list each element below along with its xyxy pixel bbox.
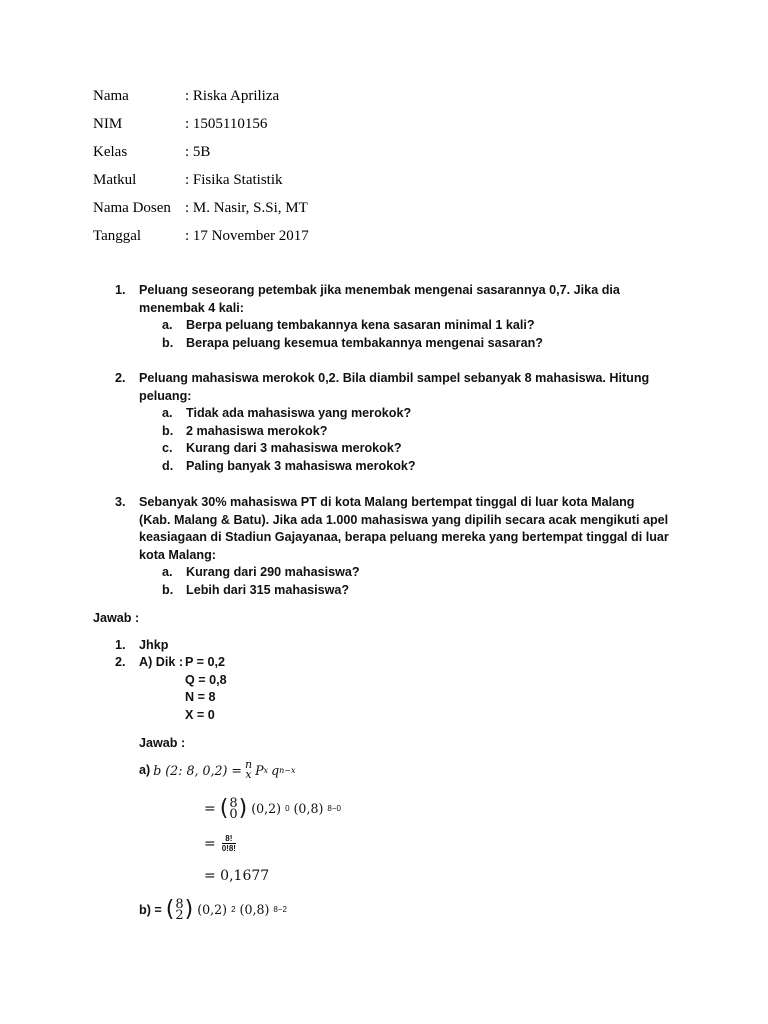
formula-a-q-exp: n−x bbox=[279, 765, 296, 775]
info-value: : M. Nasir, S.Si, MT bbox=[185, 200, 308, 216]
info-value: : Riska Apriliza bbox=[185, 88, 280, 104]
item-letter: c. bbox=[162, 441, 173, 455]
info-row-nama bbox=[93, 86, 309, 114]
formula-a-prefix: a) bbox=[139, 763, 151, 777]
info-value: : Fisika Statistik bbox=[185, 172, 283, 188]
formula-a-q: q bbox=[271, 762, 280, 778]
info-row-kelas bbox=[93, 142, 309, 170]
step-1-p: (0,2) bbox=[251, 801, 282, 816]
answer-2-number: 2. bbox=[115, 655, 126, 669]
question-number: 3. bbox=[115, 495, 126, 509]
formula-b-prefix: b) = bbox=[139, 902, 162, 917]
item-letter: b. bbox=[162, 424, 174, 438]
jawab-label: Jawab : bbox=[139, 736, 186, 750]
item-text: Berpa peluang tembakannya kena sasaran minimal 1 kali? bbox=[186, 318, 535, 332]
step-2-eq: = bbox=[204, 835, 216, 852]
step-2-fraction bbox=[222, 834, 236, 853]
info-row-nim bbox=[93, 114, 309, 142]
left-paren: ( bbox=[219, 796, 229, 821]
student-info bbox=[93, 86, 309, 254]
info-value: : 17 November 2017 bbox=[185, 228, 309, 244]
formula-a-binomial bbox=[245, 760, 252, 780]
question-text: Peluang mahasiswa merokok 0,2. Bila diambil sampel sebanyak 8 mahasiswa. Hitung peluang: bbox=[139, 371, 650, 403]
item-letter: a. bbox=[162, 406, 173, 420]
answer-1-text: Jhkp bbox=[139, 638, 169, 652]
answer-1-number: 1. bbox=[115, 638, 126, 652]
binom-x: x bbox=[245, 768, 252, 781]
item-letter: a. bbox=[162, 318, 173, 332]
b-top: 8 bbox=[175, 896, 184, 912]
formula-a-p-exp: x bbox=[263, 765, 269, 775]
item-text: Lebih dari 315 mahasiswa? bbox=[186, 583, 350, 597]
item-text: Tidak ada mahasiswa yang merokok? bbox=[186, 406, 412, 420]
item-text: Kurang dari 290 mahasiswa? bbox=[186, 565, 360, 579]
b-p-exp: 2 bbox=[231, 905, 236, 914]
formula-step-3: = 0,1677 bbox=[204, 868, 270, 884]
info-value: : 1505110156 bbox=[185, 116, 268, 132]
item-text: Berapa peluang kesemua tembakannya mengenai sasaran? bbox=[186, 336, 543, 350]
info-value: : 5B bbox=[185, 144, 211, 160]
step-1-q: (0,8) bbox=[293, 801, 324, 816]
item-letter: d. bbox=[162, 459, 174, 473]
info-label: Matkul bbox=[93, 172, 137, 188]
given-x: X = 0 bbox=[185, 708, 215, 722]
answer-2-label: A) Dik : bbox=[139, 655, 184, 669]
formula-a bbox=[139, 760, 296, 780]
b-q: (0,8) bbox=[239, 902, 270, 917]
info-label: Kelas bbox=[93, 144, 128, 160]
item-text: Paling banyak 3 mahasiswa merokok? bbox=[186, 459, 416, 473]
given-p: P = 0,2 bbox=[185, 655, 226, 669]
formula-a-p: P bbox=[255, 762, 264, 778]
left-paren: ( bbox=[165, 897, 175, 922]
step-1-eq: = bbox=[204, 800, 216, 817]
b-bot: 2 bbox=[175, 907, 184, 923]
right-paren: ) bbox=[184, 897, 194, 922]
info-label: NIM bbox=[93, 116, 123, 132]
info-row-matkul bbox=[93, 170, 309, 198]
question-text: Peluang seseorang petembak jika menembak mengenai sasarannya 0,7. Jika dia menembak 4 kali: bbox=[139, 283, 620, 315]
item-letter: b. bbox=[162, 583, 174, 597]
binom-n: n bbox=[244, 758, 253, 771]
step-1-p-exp: 0 bbox=[285, 804, 290, 813]
item-text: 2 mahasiswa merokok? bbox=[186, 424, 328, 438]
question-number: 2. bbox=[115, 371, 126, 385]
question-text: Sebanyak 30% mahasiswa PT di kota Malang bertempat tinggal di luar kota Malang (Kab. Malang & Batu). Jika ada 1.000 mahasiswa yang dipilih secara acak mengikuti apel keasiagaan di Stadiun Gajayanaa, berapa peluang mereka yang bertempat tinggal di luar kota Malang: bbox=[139, 495, 669, 562]
given-q: Q = 0,8 bbox=[185, 673, 227, 687]
question-number: 1. bbox=[115, 283, 126, 297]
b-p: (0,2) bbox=[197, 902, 228, 917]
step-1-binomial bbox=[229, 795, 238, 822]
answer-heading: Jawab : bbox=[93, 611, 140, 625]
step-1-q-exp: 8−0 bbox=[327, 804, 341, 813]
given-n: N = 8 bbox=[185, 690, 216, 704]
item-letter: a. bbox=[162, 565, 173, 579]
fraction-denominator: 0!8! bbox=[221, 844, 236, 853]
step-1-top: 8 bbox=[229, 795, 238, 811]
right-paren: ) bbox=[238, 796, 248, 821]
formula-b-binomial bbox=[175, 896, 184, 923]
formula-a-lhs: b (2: 8, 0,2) = bbox=[153, 762, 242, 778]
info-label: Nama bbox=[93, 88, 129, 104]
item-text: Kurang dari 3 mahasiswa merokok? bbox=[186, 441, 402, 455]
info-row-tanggal bbox=[93, 226, 309, 254]
step-1-bot: 0 bbox=[229, 806, 238, 822]
info-label: Tanggal bbox=[93, 228, 142, 244]
formula-b bbox=[139, 897, 287, 922]
item-letter: b. bbox=[162, 336, 174, 350]
formula-step-2 bbox=[204, 834, 236, 853]
b-q-exp: 8−2 bbox=[273, 905, 287, 914]
fraction-numerator: 8! bbox=[225, 834, 233, 843]
info-row-dosen bbox=[93, 198, 309, 226]
formula-step-1 bbox=[204, 796, 341, 821]
info-label: Nama Dosen bbox=[93, 200, 171, 216]
